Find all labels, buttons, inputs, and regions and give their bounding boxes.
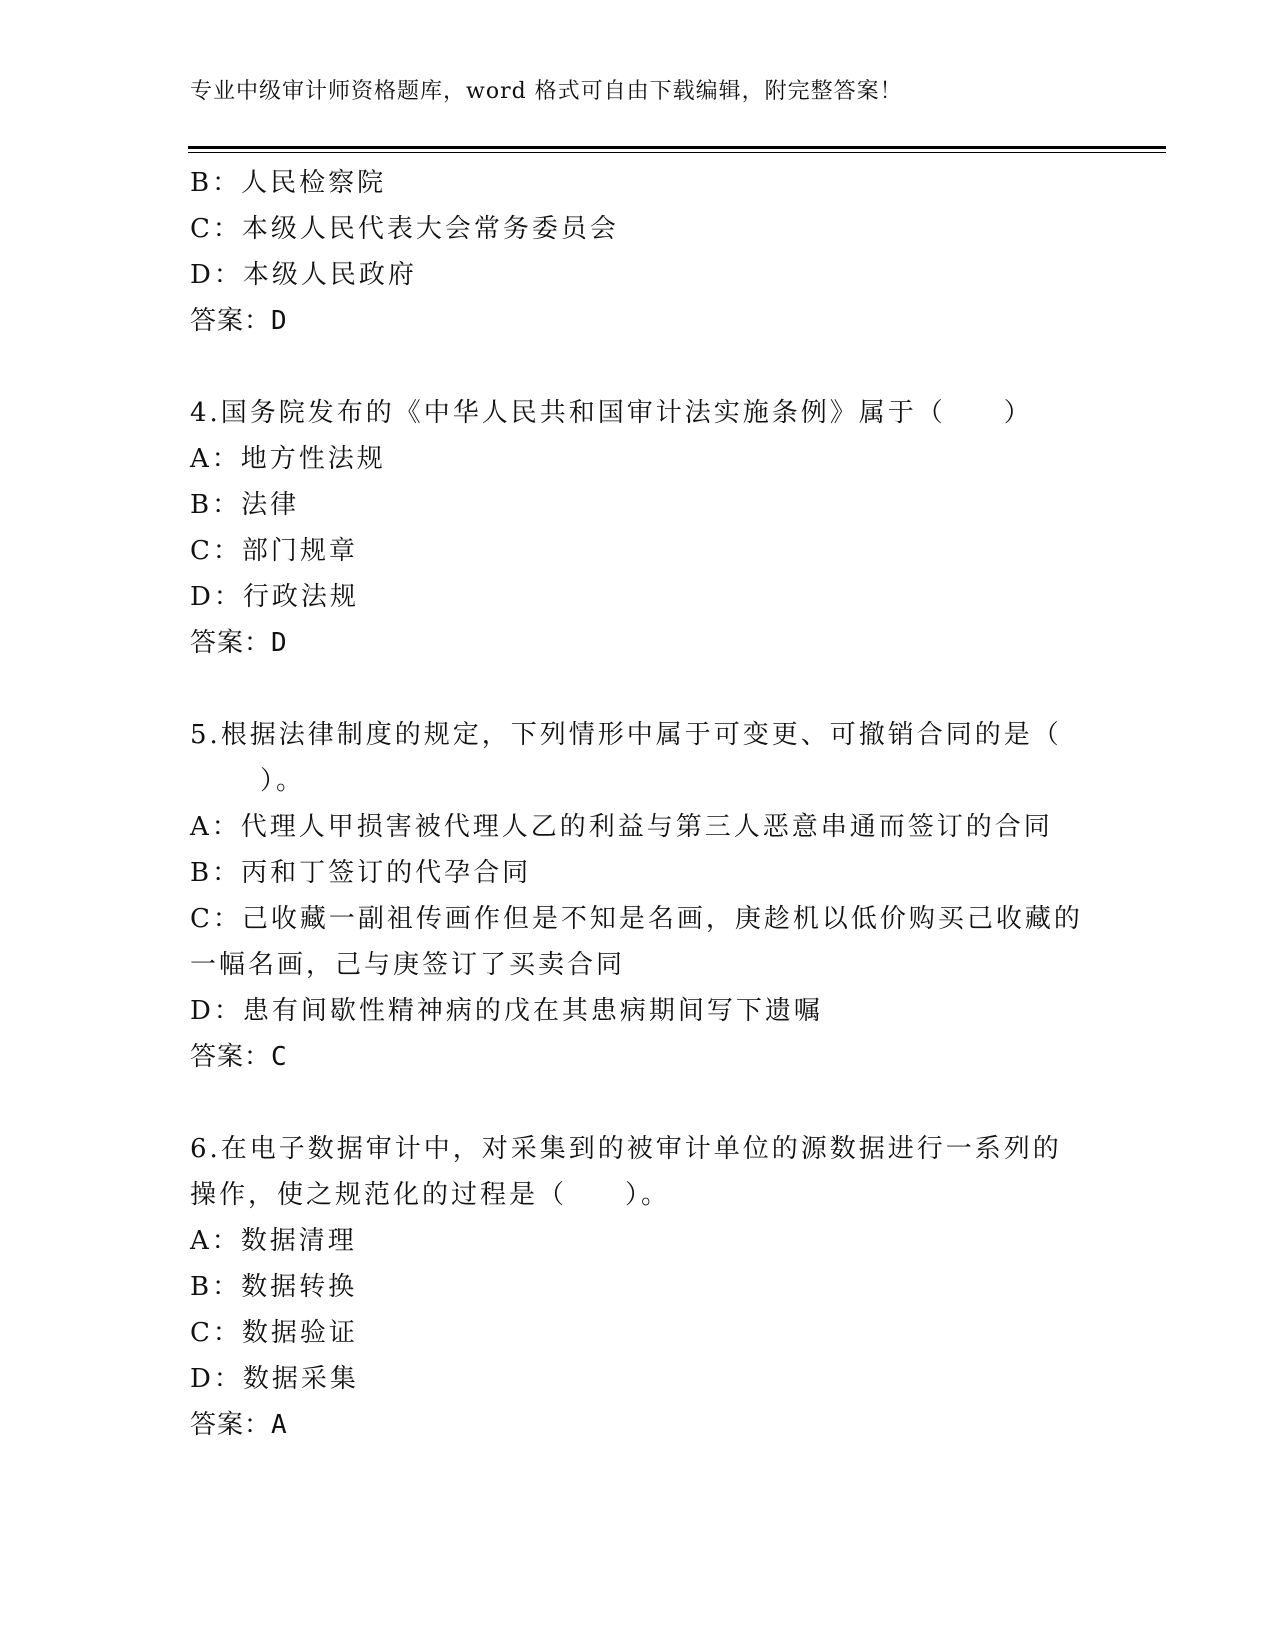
answer-line (190, 1402, 1090, 1448)
option-a: A：数据清理 (190, 1226, 357, 1256)
option-b: B：人民检察院 (190, 168, 387, 198)
option-d: D：患有间歇性精神病的戊在其患病期间写下遗嘱 (190, 996, 823, 1026)
question-stem-continued: ）。 (260, 766, 306, 796)
answer-line (190, 298, 1090, 344)
question-6 (190, 1126, 1090, 1448)
option-c: C：己收藏一副祖传画作但是不知是名画，庚趁机以低价购买己收藏的 (190, 904, 1083, 934)
answer-value: A (271, 1410, 288, 1440)
answer-label: 答案： (190, 628, 272, 658)
option-b: B：法律 (190, 490, 300, 520)
question-4 (190, 390, 1090, 666)
question-stem: 4.国务院发布的《中华人民共和国审计法实施条例》属于（ ） (190, 398, 1033, 428)
option-a: A：地方性法规 (190, 444, 386, 474)
answer-label: 答案： (190, 1410, 272, 1440)
header-divider-thick (188, 146, 1166, 149)
option-d: D：本级人民政府 (190, 260, 417, 290)
answer-value: D (271, 628, 288, 658)
answer-line (190, 1034, 1090, 1080)
answer-value: C (271, 1042, 288, 1072)
question-5 (190, 712, 1090, 1080)
option-c: C：数据验证 (190, 1318, 358, 1348)
option-b: B：丙和丁签订的代孕合同 (190, 858, 532, 888)
question-stem: 5.根据法律制度的规定，下列情形中属于可变更、可撤销合同的是（ (190, 720, 1062, 750)
question-3-continued (190, 160, 1090, 344)
answer-value: D (271, 306, 288, 336)
answer-label: 答案： (190, 1042, 272, 1072)
option-d: D：数据采集 (190, 1364, 359, 1394)
option-a: A：代理人甲损害被代理人乙的利益与第三人恶意串通而签订的合同 (190, 812, 1053, 842)
option-b: B：数据转换 (190, 1272, 358, 1302)
answer-line (190, 620, 1090, 666)
header-divider-thin (188, 152, 1166, 153)
header-note: 专业中级审计师资格题库，word 格式可自由下载编辑，附完整答案！ (190, 79, 903, 104)
option-c-continued: 一幅名画，己与庚签订了买卖合同 (190, 950, 626, 980)
option-c: C：部门规章 (190, 536, 358, 566)
answer-label: 答案： (190, 306, 272, 336)
question-stem: 6.在电子数据审计中，对采集到的被审计单位的源数据进行一系列的 (190, 1134, 1062, 1164)
option-c: C：本级人民代表大会常务委员会 (190, 214, 619, 244)
option-d: D：行政法规 (190, 582, 359, 612)
question-content (190, 160, 1090, 1448)
question-stem-continued: 操作，使之规范化的过程是（ ）。 (190, 1180, 671, 1210)
